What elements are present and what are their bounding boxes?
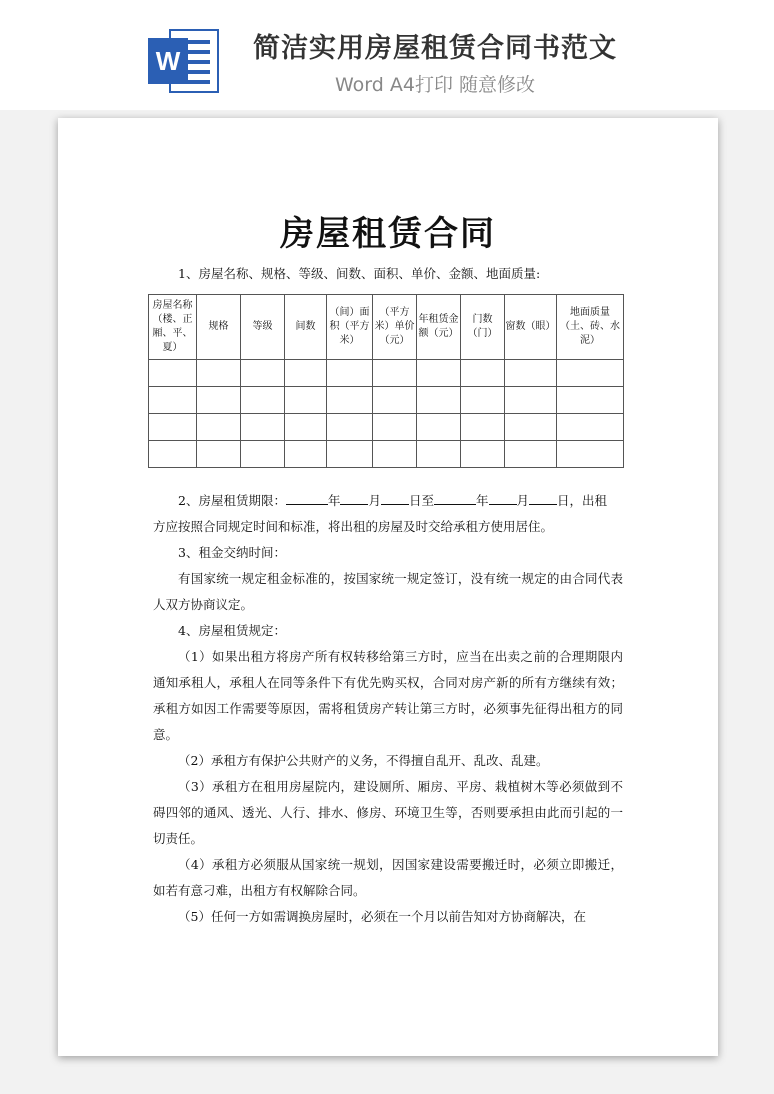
- table-header-row: [149, 295, 624, 360]
- table-cell[interactable]: [241, 441, 285, 468]
- table-cell[interactable]: [373, 441, 417, 468]
- col-header-grade: 等级: [241, 295, 285, 360]
- table-cell[interactable]: [327, 387, 373, 414]
- label-month-2: 月: [516, 493, 530, 508]
- col-header-spec: 规格: [197, 295, 241, 360]
- table-cell[interactable]: [461, 441, 505, 468]
- table-cell[interactable]: [557, 387, 624, 414]
- label-year-2: 年: [476, 493, 489, 508]
- label-year: 年: [327, 493, 341, 508]
- table-cell[interactable]: [149, 414, 197, 441]
- col-header-area: （间）面积（平方米）: [327, 295, 373, 360]
- start-year-blank[interactable]: [286, 490, 328, 505]
- table-cell[interactable]: [149, 360, 197, 387]
- table-cell[interactable]: [327, 360, 373, 387]
- table-cell[interactable]: [327, 414, 373, 441]
- table-cell[interactable]: [197, 387, 241, 414]
- section-1-heading: 1、房屋名称、规格、等级、间数、面积、单价、金额、地面质量:: [178, 266, 541, 281]
- table-cell[interactable]: [241, 387, 285, 414]
- table-row: [149, 360, 624, 387]
- word-icon: [148, 26, 220, 96]
- clause-4: （4）承租方必须服从国家统一规划，因国家建设需要搬迁时，必须立即搬迁，如若有意刁难，出租方有权解除合同。: [153, 857, 623, 898]
- header-subtitle: Word A4打印 随意修改: [334, 74, 535, 96]
- property-table: [148, 294, 624, 468]
- table-cell[interactable]: [241, 414, 285, 441]
- contract-body: [153, 488, 623, 930]
- section-2-continuation: 方应按照合同规定时间和标准，将出租的房屋及时交给承租方使用居住。: [153, 519, 554, 534]
- col-header-floor: 地面质量（土、砖、水泥）: [557, 295, 624, 360]
- table-cell[interactable]: [373, 360, 417, 387]
- col-header-annual-rent: 年租赁金额（元）: [417, 295, 461, 360]
- col-header-name: 房屋名称（楼、正厢、平、夏）: [149, 295, 197, 360]
- start-day-blank[interactable]: [381, 490, 409, 505]
- section-2-label: 2、房屋租赁期限：: [178, 493, 286, 508]
- label-day-to: 日至: [409, 493, 435, 508]
- table-cell[interactable]: [461, 414, 505, 441]
- start-month-blank[interactable]: [340, 490, 368, 505]
- table-cell[interactable]: [557, 360, 624, 387]
- table-cell[interactable]: [327, 441, 373, 468]
- table-cell[interactable]: [149, 387, 197, 414]
- table-row: [149, 387, 624, 414]
- table-cell[interactable]: [417, 387, 461, 414]
- table-row: [149, 414, 624, 441]
- table-cell[interactable]: [557, 414, 624, 441]
- col-header-unit-price: （平方米）单价（元）: [373, 295, 417, 360]
- table-cell[interactable]: [461, 360, 505, 387]
- col-header-rooms: 间数: [285, 295, 327, 360]
- table-cell[interactable]: [241, 360, 285, 387]
- table-cell[interactable]: [149, 441, 197, 468]
- clause-5: （5）任何一方如需调换房屋时，必须在一个月以前告知对方协商解决，在: [178, 909, 586, 924]
- section-2-tail: 日，出租: [557, 493, 608, 508]
- table-cell[interactable]: [417, 441, 461, 468]
- table-cell[interactable]: [505, 414, 557, 441]
- end-month-blank[interactable]: [489, 490, 517, 505]
- table-cell[interactable]: [197, 360, 241, 387]
- clause-1: （1）如果出租方将房产所有权转移给第三方时，应当在出卖之前的合理期限内通知承租人，承租人在同等条件下有优先购买权，合同对房产新的所有方继续有效；承租方如因工作需要等原因，需将租赁房产转让第三方时，必须事先征得出租方的同意。: [153, 649, 623, 742]
- word-icon-letter: W: [155, 46, 181, 76]
- section-4-heading: 4、房屋租赁规定：: [178, 623, 286, 638]
- document-page: [58, 118, 718, 1056]
- table-cell[interactable]: [557, 441, 624, 468]
- table-cell[interactable]: [417, 360, 461, 387]
- table-cell[interactable]: [285, 387, 327, 414]
- header-title: 简洁实用房屋租赁合同书范文: [253, 33, 617, 64]
- table-cell[interactable]: [417, 414, 461, 441]
- table-cell[interactable]: [285, 414, 327, 441]
- table-cell[interactable]: [505, 360, 557, 387]
- end-year-blank[interactable]: [434, 490, 476, 505]
- section-3-body: 有国家统一规定租金标准的，按国家统一规定签订，没有统一规定的由合同代表人双方协商议定。: [153, 571, 623, 612]
- section-2-line: [153, 488, 623, 514]
- table-cell[interactable]: [505, 387, 557, 414]
- col-header-windows: 窗数（眼）: [505, 295, 557, 360]
- header-banner: [0, 0, 774, 110]
- table-cell[interactable]: [373, 414, 417, 441]
- table-cell[interactable]: [285, 441, 327, 468]
- clause-2: （2）承租方有保护公共财产的义务，不得擅自乱开、乱改、乱建。: [178, 753, 549, 768]
- section-3-heading: 3、租金交纳时间：: [178, 545, 286, 560]
- table-row: [149, 441, 624, 468]
- table-cell[interactable]: [461, 387, 505, 414]
- table-cell[interactable]: [505, 441, 557, 468]
- table-cell[interactable]: [197, 441, 241, 468]
- table-cell[interactable]: [285, 360, 327, 387]
- document-title: 房屋租赁合同: [280, 214, 496, 254]
- table-cell[interactable]: [197, 414, 241, 441]
- col-header-doors: 门数（门）: [461, 295, 505, 360]
- clause-3: （3）承租方在租用房屋院内，建设厕所、厢房、平房、栽植树木等必须做到不碍四邻的通风、透光、人行、排水、修房、环境卫生等，否则要承担由此而引起的一切责任。: [153, 779, 623, 846]
- table-cell[interactable]: [373, 387, 417, 414]
- end-day-blank[interactable]: [529, 490, 557, 505]
- label-month: 月: [368, 493, 381, 508]
